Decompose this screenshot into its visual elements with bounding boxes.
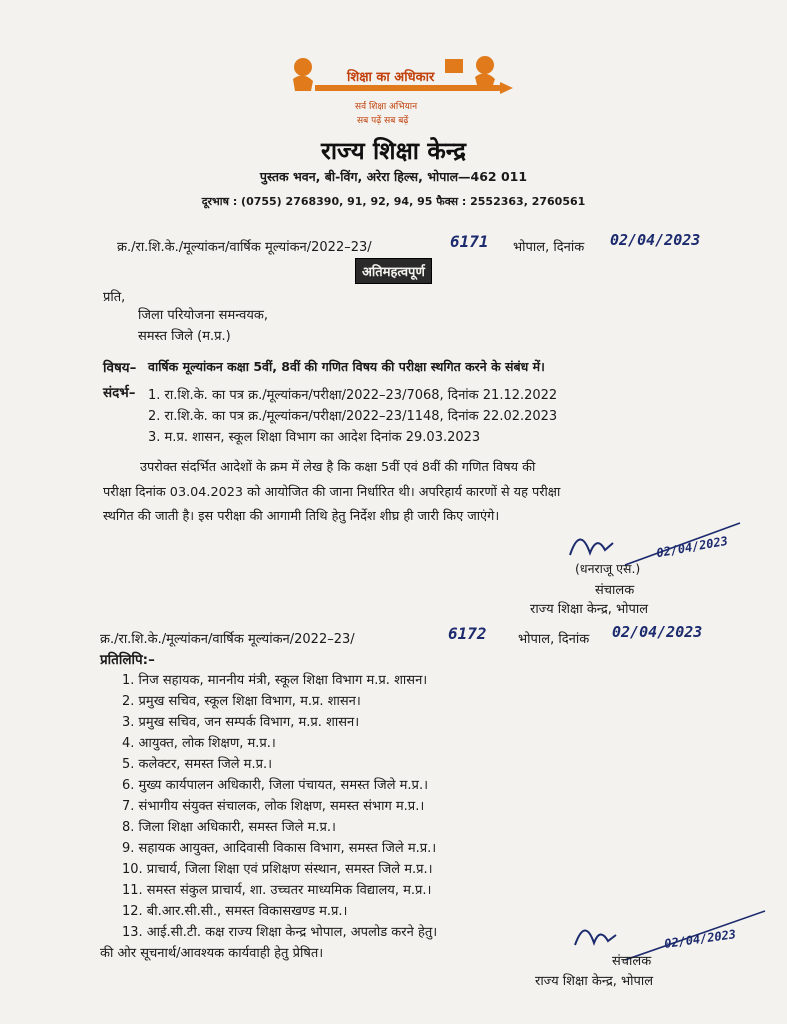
to-line-1: जिला परियोजना समन्वयक, [138,308,268,323]
body-line-1: उपरोक्त संदर्भित आदेशों के क्रम में लेख है कि कक्षा 5वीं एवं 8वीं की गणित विषय की [140,460,536,475]
refs-label: संदर्भ– [103,385,136,401]
letter-date-hand: 02/04/2023 [610,231,701,249]
copy-date-hand: 02/04/2023 [612,623,703,641]
ref-item-1: 1. रा.शि.के. का पत्र क्र./मूल्यांकन/परीक्षा/2022–23/7068, दिनांक 21.12.2022 [148,388,558,403]
copy-item: 9. सहायक आयुक्त, आदिवासी विकास विभाग, समस्त जिले म.प्र.। [122,841,437,856]
copy-ref-hand: 6172 [448,624,487,643]
copy-item: 11. समस्त संकुल प्राचार्य, शा. उच्चतर माध्यमिक विद्यालय, म.प्र.। [122,883,432,898]
signatory-title: संचालक [595,583,635,598]
signature-2-mark [570,905,770,965]
copy-label: प्रतिलिपि:– [100,652,155,668]
copy-place-date-label: भोपाल, दिनांक [518,632,590,647]
subject-label: विषय– [103,360,137,376]
org-phone: दूरभाष : (0755) 2768390, 91, 92, 94, 95 फैक्स : 2552363, 2760561 [201,195,586,208]
to-line-2: समस्त जिले (म.प्र.) [138,329,231,344]
letter-ref-hand: 6171 [450,232,489,251]
body-line-2: परीक्षा दिनांक 03.04.2023 को आयोजित की जाना निर्धारित थी। अपरिहार्य कारणों से यह परीक्षा [103,485,561,500]
copy-closing: की ओर सूचनार्थ/आवश्यक कार्यवाही हेतु प्रेषित। [100,946,324,961]
copy-item: 6. मुख्य कार्यपालन अधिकारी, जिला पंचायत, समस्त जिले म.प्र.। [122,778,429,793]
ref-item-3: 3. म.प्र. शासन, स्कूल शिक्षा विभाग का आदेश दिनांक 29.03.2023 [148,430,481,445]
org-address: पुस्तक भवन, बी-विंग, अरेरा हिल्स, भोपाल—462 011 [259,169,528,184]
subject-text: वार्षिक मूल्यांकन कक्षा 5वीं, 8वीं की गणित विषय की परीक्षा स्थगित करने के संबंध में। [148,359,545,374]
ref-item-2: 2. रा.शि.के. का पत्र क्र./मूल्यांकन/परीक्षा/2022–23/1148, दिनांक 22.02.2023 [148,409,558,424]
logo-tagline-2: सब पढ़ें सब बढ़ें [357,116,409,126]
logo-text: शिक्षा का अधिकार [347,70,435,85]
rte-logo [285,45,515,131]
copy-item: 1. निज सहायक, माननीय मंत्री, स्कूल शिक्षा विभाग म.प्र. शासन। [122,673,428,688]
signatory-name: (धनराजू एस.) [575,561,641,576]
body-line-3: स्थगित की जाती है। इस परीक्षा की आगामी तिथि हेतु निर्देश शीघ्र ही जारी किए जाएंगे। [103,509,500,524]
urgent-label: अतिमहत्वपूर्ण [355,258,432,284]
copy-signatory-org: राज्य शिक्षा केन्द्र, भोपाल [535,974,654,989]
logo-tagline-1: सर्व शिक्षा अभियान [355,102,418,112]
copy-signatory-date-hand: 02/04/2023 [663,927,737,951]
copy-item: 13. आई.सी.टी. कक्ष राज्य शिक्षा केन्द्र भोपाल, अपलोड करने हेतु। [122,925,438,940]
copy-item: 5. कलेक्टर, समस्त जिले म.प्र.। [122,757,273,772]
letter-ref-no: क्र./रा.शि.के./मूल्यांकन/वार्षिक मूल्यांकन/2022–23/ [117,240,372,255]
copy-ref-no: क्र./रा.शि.के./मूल्यांकन/वार्षिक मूल्यांकन/2022–23/ [100,632,355,647]
org-name: राज्य शिक्षा केन्द्र [321,137,466,165]
copy-item: 7. संभागीय संयुक्त संचालक, लोक शिक्षण, समस्त संभाग म.प्र.। [122,799,425,814]
to-label: प्रति, [103,290,126,305]
copy-signatory-title: संचालक [612,954,652,969]
copy-item: 12. बी.आर.सी.सी., समस्त विकासखण्ड म.प्र.। [122,904,348,919]
copy-item: 4. आयुक्त, लोक शिक्षण, म.प्र.। [122,736,276,751]
copy-item: 3. प्रमुख सचिव, जन सम्पर्क विभाग, म.प्र. शासन। [122,715,360,730]
letter-place-date-label: भोपाल, दिनांक [513,240,585,255]
signatory-date-hand: 02/04/2023 [655,533,729,561]
copy-item: 2. प्रमुख सचिव, स्कूल शिक्षा विभाग, म.प्र. शासन। [122,694,361,709]
copy-item: 10. प्राचार्य, जिला शिक्षा एवं प्रशिक्षण संस्थान, समस्त जिले म.प्र.। [122,862,433,877]
signatory-org: राज्य शिक्षा केन्द्र, भोपाल [530,602,649,617]
copy-item: 8. जिला शिक्षा अधिकारी, समस्त जिले म.प्र.। [122,820,336,835]
